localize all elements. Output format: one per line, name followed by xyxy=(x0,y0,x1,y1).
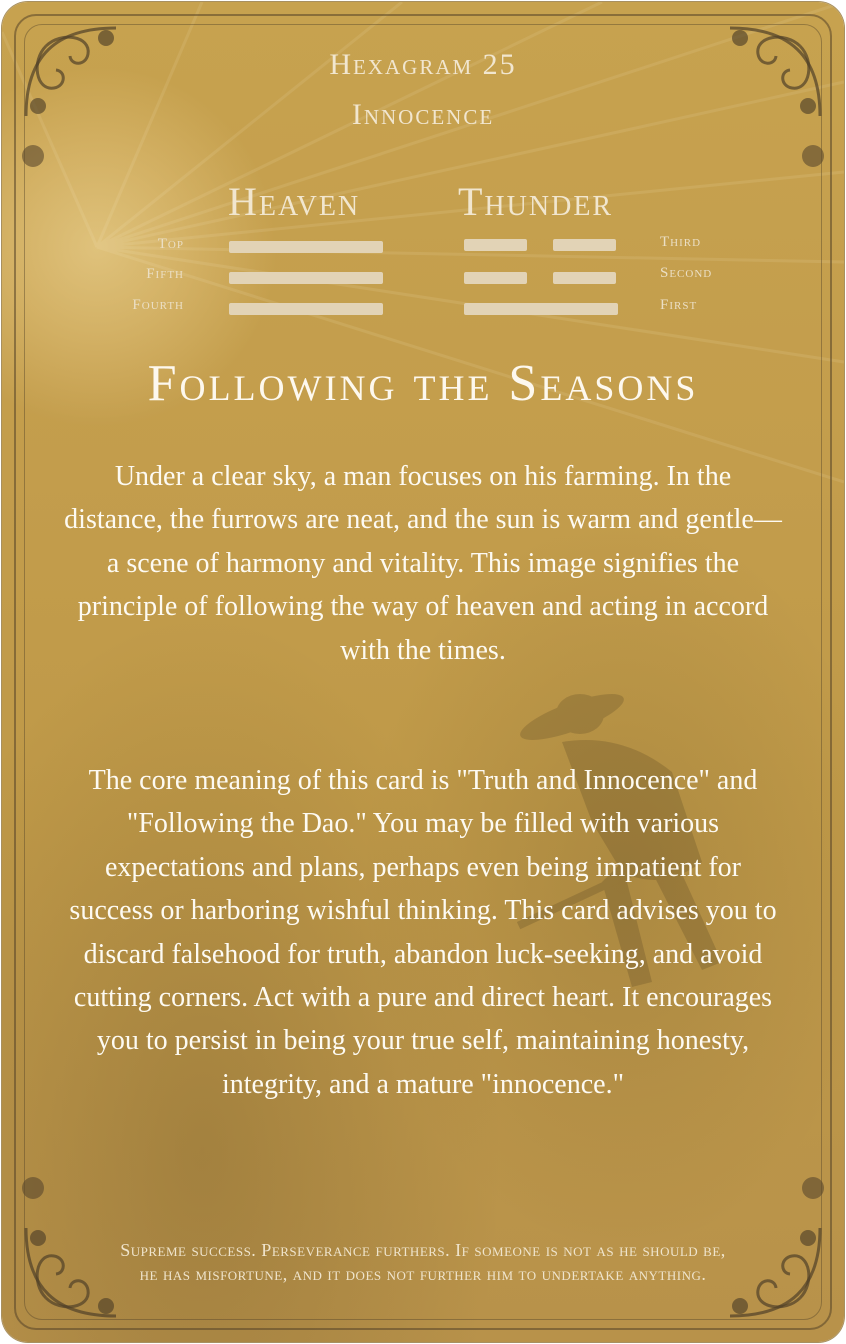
hexagram-number: Hexagram 25 xyxy=(329,48,517,81)
meaning-paragraph: The core meaning of this card is "Truth and Innocence" and "Following the Dao." You may be filled with various expectations and plans, perhaps even being impatient for success or harboring wishful thinking. This card advises you to discard falsehood for truth, abandon luck-seeking, and avoid cutting corners. Act with a pure and direct heart. It encourages you to persist in being your true self, maintaining honesty, integrity, and a mature "innocence." xyxy=(69,765,777,1100)
knot-icon xyxy=(22,145,44,167)
yang-line-fifth xyxy=(229,272,383,284)
knot-icon xyxy=(22,1177,44,1199)
corner-flourish-icon xyxy=(16,1218,126,1328)
hexagram-name: Innocence xyxy=(351,98,495,131)
line-label-third: Third xyxy=(660,234,702,250)
yang-line-top xyxy=(229,241,383,253)
line-label-fourth: Fourth xyxy=(132,297,184,313)
line-label-first: First xyxy=(660,297,698,313)
yin-line-third-right xyxy=(553,239,616,251)
yang-line-fourth xyxy=(229,303,383,315)
judgment-text: Supreme success. Perseverance furthers. If someone is not as he should be, he has misfortune, and it does not further him to undertake anything. xyxy=(120,1240,726,1284)
corner-flourish-icon xyxy=(720,1218,830,1328)
card-title: Following the Seasons xyxy=(147,355,699,412)
yin-line-second-right xyxy=(553,272,616,284)
yin-line-second-left xyxy=(464,272,527,284)
lower-trigram-name: Thunder xyxy=(458,179,614,224)
knot-icon xyxy=(802,1177,824,1199)
line-label-top: Top xyxy=(157,236,184,252)
line-label-second: Second xyxy=(660,265,713,281)
description-paragraph: Under a clear sky, a man focuses on his farming. In the distance, the furrows are neat, and the sun is warm and gentle—a scene of harmony and vitality. This image signifies the principle of following the way of heaven and acting in accord with the times. xyxy=(64,461,782,666)
line-label-fifth: Fifth xyxy=(146,266,184,282)
yang-line-first xyxy=(464,303,618,315)
upper-trigram-name: Heaven xyxy=(228,179,361,224)
knot-icon xyxy=(802,145,824,167)
yin-line-third-left xyxy=(464,239,527,251)
hexagram-card xyxy=(2,2,844,1342)
